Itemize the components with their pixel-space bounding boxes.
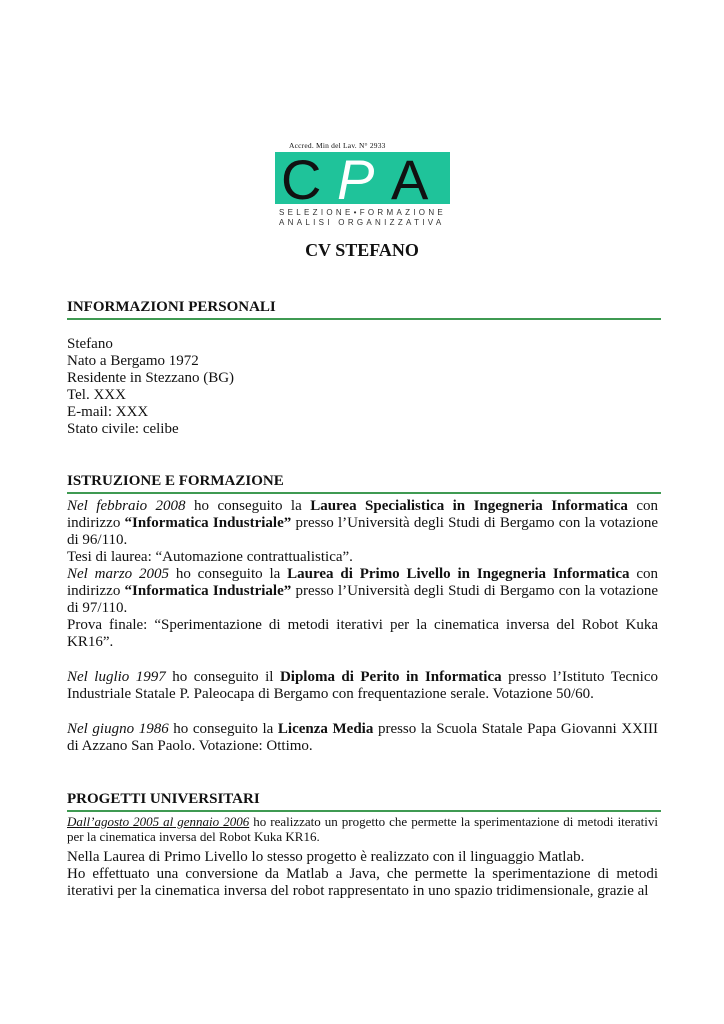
entry-text: ho conseguito la bbox=[169, 566, 288, 582]
entry-text: presso l’Università degli Studi di Bergamo con la votazione di 97/110. bbox=[67, 583, 658, 616]
entry-text: presso l’Istituto Tecnico Industriale Statale P. Paleocapa di Bergamo con frequentazione serale. Votazione 50/60. bbox=[67, 669, 658, 702]
logo-subtitle-1: SELEZIONE•FORMAZIONE bbox=[279, 208, 447, 217]
entry-text: presso la Scuola Statale Papa Giovanni XXIII di Azzano San Paolo. Votazione: Ottimo. bbox=[67, 721, 658, 754]
entry-text: presso l’Università degli Studi di Bergamo con la votazione di 96/110. bbox=[67, 515, 658, 548]
entry-date: Nel giugno 1986 bbox=[67, 721, 169, 737]
personal-line: Stefano bbox=[67, 336, 113, 352]
education-entry-text bbox=[67, 498, 658, 549]
project-entry-text bbox=[67, 814, 658, 844]
entry-text: ho conseguito il bbox=[165, 669, 280, 685]
project-entry bbox=[67, 814, 658, 844]
entry-date: Nel marzo 2005 bbox=[67, 566, 169, 582]
entry-date: Nel luglio 1997 bbox=[67, 669, 166, 685]
education-entry-text bbox=[67, 566, 658, 617]
entry-degree: Licenza Media bbox=[277, 721, 374, 737]
section-heading-personal: INFORMAZIONI PERSONALI bbox=[67, 299, 661, 320]
education-entry bbox=[67, 498, 658, 566]
entry-text: ho conseguito la bbox=[185, 498, 311, 514]
entry-text: ho conseguito la bbox=[168, 721, 278, 737]
personal-line: Nato a Bergamo 1972 bbox=[67, 353, 199, 369]
logo-subtitle-2: ANALISI ORGANIZZATIVA bbox=[279, 218, 445, 227]
logo-letter-c: C bbox=[281, 148, 322, 211]
page-title: CV STEFANO bbox=[305, 240, 419, 260]
education-entry bbox=[67, 566, 658, 651]
section-heading-projects: PROGETTI UNIVERSITARI bbox=[67, 791, 661, 812]
logo-box bbox=[275, 148, 450, 211]
project-line bbox=[67, 849, 658, 866]
section-heading-education: ISTRUZIONE E FORMAZIONE bbox=[67, 473, 661, 494]
entry-text: ho realizzato un progetto che permette la sperimentazione di metodi iterativi per la cinematica inversa del Robot Kuka KR16. bbox=[67, 814, 658, 844]
personal-line: Tel. XXX bbox=[67, 387, 126, 403]
entry-degree: Laurea Specialistica in Ingegneria Informatica bbox=[310, 498, 628, 514]
personal-line: Residente in Stezzano (BG) bbox=[67, 370, 235, 386]
education-entry bbox=[67, 669, 658, 703]
entry-date: Dall’agosto 2005 al gennaio 2006 bbox=[67, 814, 250, 829]
entry-track: “Informatica Industriale” bbox=[124, 515, 292, 531]
entry-text: con indirizzo bbox=[67, 566, 658, 599]
logo-accreditation: Accred. Min del Lav. N° 2933 bbox=[289, 141, 386, 150]
personal-line: E-mail: XXX bbox=[67, 404, 149, 420]
entry-date: Nel febbraio 2008 bbox=[67, 498, 186, 514]
education-entry-text bbox=[67, 721, 658, 755]
project-text: Ho effettuato una conversione da Matlab a Java, che permette la sperimentazione di metodi iterativi per la cinematica inversa del robot rappresentato in uno spazio tridimensionale, grazie al bbox=[67, 866, 658, 899]
entry-text: con indirizzo bbox=[67, 498, 658, 531]
personal-info bbox=[67, 336, 658, 438]
entry-degree: Laurea di Primo Livello in Ingegneria Informatica bbox=[287, 566, 630, 582]
education-entry-text bbox=[67, 669, 658, 703]
project-text: Nella Laurea di Primo Livello lo stesso progetto è realizzato con il linguaggio Matlab. bbox=[67, 849, 585, 865]
project-line bbox=[67, 866, 658, 900]
cpa-logo bbox=[275, 141, 450, 233]
entry-thesis: Prova finale: “Sperimentazione di metodi iterativi per la cinematica inversa del Robot Kuka KR16”. bbox=[67, 617, 658, 650]
entry-degree: Diploma di Perito in Informatica bbox=[279, 669, 502, 685]
entry-track: “Informatica Industriale” bbox=[124, 583, 292, 599]
education-entry bbox=[67, 721, 658, 755]
logo-letter-a: A bbox=[391, 148, 429, 211]
personal-line: Stato civile: celibe bbox=[67, 421, 179, 437]
logo-letter-p: P bbox=[337, 148, 375, 211]
entry-thesis: Tesi di laurea: “Automazione contrattualistica”. bbox=[67, 549, 353, 565]
